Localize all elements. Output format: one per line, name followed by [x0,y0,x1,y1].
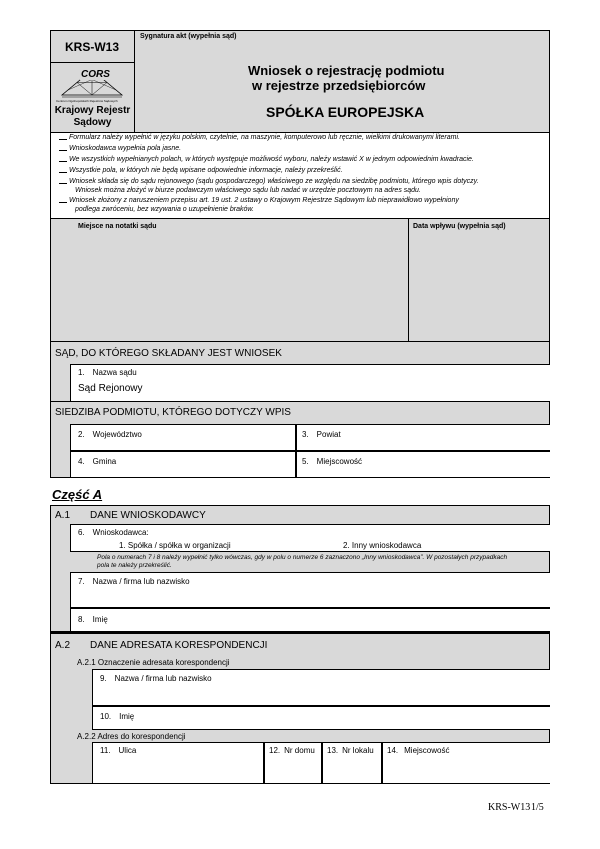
voivodeship-label: Województwo [92,430,142,439]
apartment-number-field[interactable] [322,742,382,784]
instruction-3: We wszystkich wypełnianych polach, w których występuje możliwość wyboru, należy wstawić X w jednym odpowiednim kwadracie. [69,156,474,163]
a21-label: A.2.1 Oznaczenie adresata korespondencji [77,658,230,667]
instruction-5: Wniosek składa się do sądu rejonowego (sądu gospodarczego) właściwego ze względu na siedzibę podmiotu, którego wpis dotyczy. [69,178,479,185]
correspondence-locality-label: Miejscowość [404,746,450,755]
applicant-first-name-label: Imię [92,615,108,624]
part-a-title: Część A [52,487,103,502]
registry-name-line1: Krajowy Rejestr [54,105,131,116]
seat-section-heading: SIEDZIBA PODMIOTU, KTÓREGO DOTYCZY WPIS [55,407,291,418]
municipality-field[interactable] [70,451,296,478]
locality-label: Miejscowość [316,457,363,466]
field-number: 12. [269,746,281,755]
apartment-number-label: Nr lokalu [342,746,374,755]
subtitle: SPÓŁKA EUROPEJSKA [266,104,425,120]
correspondent-first-name-label: Imię [119,712,135,721]
form-code: KRS-W13 [65,40,120,54]
applicant-type-label: Wnioskodawca: [92,528,149,537]
applicant-name-label: Nazwa / firma lub nazwisko [92,577,190,586]
field-number: 3. [302,430,309,439]
field-number: 4. [78,457,85,466]
correspondent-name-label: Nazwa / firma lub nazwisko [114,674,212,683]
bullet-dash [59,150,67,151]
correspondence-locality-field[interactable] [382,742,550,784]
notes-label: Miejsce na notatki sądu [78,223,157,230]
applicant-name-field[interactable] [70,572,550,608]
registry-name-line2: Sądowy [73,117,112,128]
field-number: 1. [78,368,85,377]
field-number: 7. [78,577,85,586]
footer-form-code: KRS-W13 [488,802,531,813]
correspondent-first-name-field[interactable] [92,706,550,730]
field-number: 11. [100,746,111,755]
instruction-2: Wnioskodawca wypełnia pola jasne. [69,145,182,152]
date-received-label: Data wpływu (wypełnia sąd) [413,223,506,230]
bullet-dash [59,161,67,162]
title-line1: Wniosek o rejestrację podmiotu [248,63,445,78]
locality-field[interactable] [296,451,550,478]
bullet-dash [59,202,67,203]
page-number: 1/5 [531,802,544,813]
field-number: 2. [78,430,85,439]
notes-divider [408,219,409,342]
instruction-7: Wniosek złożony z naruszeniem przepisu art. 19 ust. 2 ustawy o Krajowym Rejestrze Sądowym lub nieprawidłowo wypełniony [69,197,459,204]
form-code-cell [50,30,135,63]
court-name-field[interactable] [70,364,550,402]
instructions-box [50,133,550,219]
logo-subtext: Centrum Ogólnopolskich Rejestrów Sądowych [56,99,118,103]
voivodeship-field[interactable] [70,424,296,451]
fields-7-8-note-line1: Pola o numerach 7 i 8 należy wypełnić tylko wówczas, gdy w polu o numerze 6 zaznaczono „Inny wnioskodawca”. W pozostałych przypadkach [97,554,508,561]
county-label: Powiat [316,430,341,439]
street-label: Ulica [118,746,137,755]
instruction-1: Formularz należy wypełnić w języku polskim, czytelnie, na maszynie, komputerowo lub ręcznie, wielkimi drukowanymi literami. [69,134,460,141]
section-a1-heading: DANE WNIOSKODAWCY [90,510,206,521]
street-field[interactable] [92,742,264,784]
bullet-dash [59,139,67,140]
field-number: 5. [302,457,309,466]
county-field[interactable] [296,424,550,451]
instruction-4: Wszystkie pola, w których nie będą wpisane odpowiednie informacje, należy przekreślić. [69,167,343,174]
house-number-field[interactable] [264,742,322,784]
logo-cell [50,63,135,133]
section-a2-number: A.2 [55,640,71,651]
instruction-6: Wniosek można złożyć w biurze podawczym właściwego sądu lub nadać w urzędzie pocztowym na adres sądu. [75,187,421,194]
bullet-dash [59,183,67,184]
section-a1-number: A.1 [55,510,71,521]
field-number: 13. [327,746,339,755]
field-number: 10. [100,712,112,721]
municipality-label: Gmina [92,457,117,466]
option-other-applicant[interactable]: 2. Inny wnioskodawca [343,541,422,550]
title-line2: w rejestrze przedsiębiorców [252,78,426,93]
court-notes-area [50,219,550,342]
correspondent-name-field[interactable] [92,669,550,706]
bullet-dash [59,172,67,173]
option-company[interactable]: 1. Spółka / spółka w organizacji [119,541,231,550]
applicant-first-name-field[interactable] [70,608,550,632]
court-name-label: Nazwa sądu [92,368,137,377]
court-section-heading: SĄD, DO KTÓREGO SKŁADANY JEST WNIOSEK [55,348,282,359]
field-number: 6. [78,528,85,537]
fields-7-8-note-line2: pola te należy przekreślić. [97,562,172,569]
field-number: 14. [387,746,399,755]
a22-label: A.2.2 Adres do korespondencji [77,732,186,741]
sygnatura-label: Sygnatura akt (wypełnia sąd) [140,33,237,40]
house-number-label: Nr domu [284,746,315,755]
field-number: 8. [78,615,85,624]
instruction-8: podlega zwróceniu, bez wzywania o uzupełnienie braków. [75,206,254,213]
field-number: 9. [100,674,107,683]
section-a2-heading: DANE ADRESATA KORESPONDENCJI [90,640,268,651]
logo-text: CORS [81,69,110,80]
applicant-type-field [70,524,550,552]
court-name-value: Sąd Rejonowy [78,383,143,394]
